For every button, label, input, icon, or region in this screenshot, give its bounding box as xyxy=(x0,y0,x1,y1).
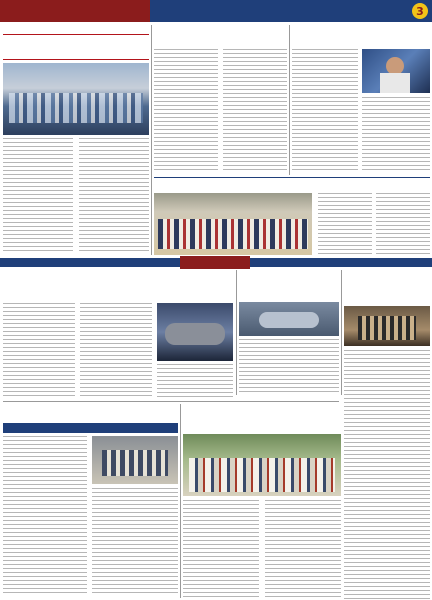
article-top-center xyxy=(154,25,287,173)
article-bottom-left xyxy=(3,404,178,598)
article-top-right-photo xyxy=(362,49,430,93)
page-number-badge: 3 xyxy=(412,3,428,19)
row-divider xyxy=(3,401,339,402)
column-divider xyxy=(151,25,152,255)
article-bottom-right-subhead xyxy=(183,421,341,431)
article-mid-right-photo xyxy=(344,306,430,346)
column-divider xyxy=(341,270,342,395)
article-mid-left-body-col3 xyxy=(157,364,233,399)
article-top-right-headline xyxy=(292,25,430,47)
article-top-left-body-col2 xyxy=(79,138,149,253)
article-mid-right xyxy=(344,270,430,600)
masthead xyxy=(0,0,432,22)
article-top-center-body xyxy=(154,49,218,171)
article-mid-center-photo xyxy=(239,302,339,336)
article-top-right-body xyxy=(292,49,358,173)
article-bottom-left-body xyxy=(3,436,87,596)
masthead-left-section xyxy=(0,0,150,22)
article-top-center-headline xyxy=(154,25,287,47)
article-mid-left-body xyxy=(3,303,75,399)
article-bottom-right-photo xyxy=(183,434,341,496)
article-mid-right-headline xyxy=(344,270,430,304)
article-band-body-col2 xyxy=(376,193,430,255)
column-divider xyxy=(289,25,290,175)
article-bottom-left-body-col2 xyxy=(92,488,178,596)
article-bottom-left-subhead xyxy=(3,423,178,433)
article-bottom-right-headline xyxy=(183,404,341,420)
article-top-left-kicker xyxy=(3,25,149,33)
article-mid-center xyxy=(239,270,339,395)
article-mid-center-headline xyxy=(239,270,339,300)
article-mid-left-subhead xyxy=(3,291,233,301)
article-mid-center-body xyxy=(239,339,339,395)
article-top-right xyxy=(292,25,430,175)
article-bottom-right-body xyxy=(183,500,259,598)
article-band xyxy=(154,177,430,256)
article-top-left-headline xyxy=(3,34,149,60)
section-divider-tab xyxy=(180,256,250,269)
article-top-left xyxy=(3,25,149,255)
article-bottom-left-photo xyxy=(92,436,178,484)
article-band-photo xyxy=(154,193,312,255)
article-mid-right-body xyxy=(344,350,430,600)
article-top-left-body xyxy=(3,138,73,253)
masthead-center-section xyxy=(150,0,320,22)
masthead-right-section xyxy=(320,0,432,22)
column-divider xyxy=(236,270,237,395)
article-top-center-body-col2 xyxy=(223,49,287,171)
article-mid-left-body-col2 xyxy=(80,303,152,399)
article-top-right-body-col2 xyxy=(362,97,430,173)
article-top-left-photo xyxy=(3,63,149,135)
article-bottom-right xyxy=(183,404,341,598)
article-mid-left-headline xyxy=(3,270,233,290)
article-bottom-right-body-col2 xyxy=(265,500,341,598)
article-band-body xyxy=(318,193,372,255)
article-mid-left-photo xyxy=(157,303,233,361)
column-divider xyxy=(180,404,181,598)
article-bottom-left-headline xyxy=(3,404,178,422)
article-mid-left xyxy=(3,270,233,400)
article-band-headline xyxy=(154,177,430,191)
